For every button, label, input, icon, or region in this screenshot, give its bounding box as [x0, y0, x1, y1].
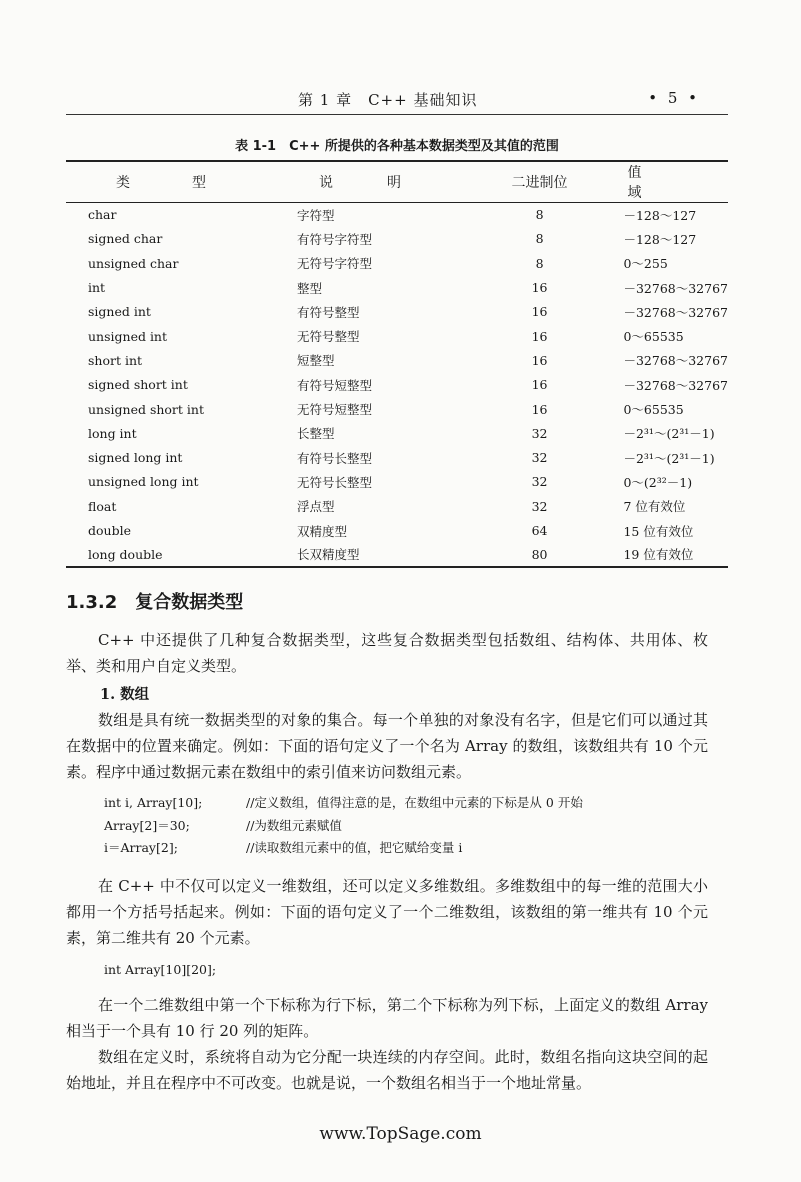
cell-description: 浮点型	[296, 499, 335, 515]
cell-type: signed short int	[88, 377, 188, 393]
table-row	[66, 300, 728, 324]
code-line: int i, Array[10]; //定义数组，值得注意的是，在数组中元素的下标是从 0 开始	[104, 795, 583, 810]
header-description: 说 明	[287, 161, 496, 203]
cell-type: signed char	[88, 231, 163, 247]
page-header	[66, 88, 728, 115]
cell-bits: 16	[531, 280, 548, 296]
cell-description: 长双精度型	[287, 543, 496, 567]
table-row	[66, 227, 728, 251]
cell-range: 7 位有效位	[623, 499, 686, 515]
multidim-paragraph: 在 C++ 中不仅可以定义一维数组，还可以定义多维数组。多维数组中的每一维的范围大小都用一个方括号括起来。例如：下面的语句定义了一个二维数组，该数组的第一维共有 10 个元素，第二维共有 20 个元素。	[66, 877, 708, 947]
cell-bits: 32	[531, 498, 548, 514]
table-row	[66, 324, 728, 348]
header-bits: 二进制位	[496, 161, 584, 203]
cell-description: 有符号长整型	[296, 450, 372, 466]
cell-type: unsigned char	[88, 255, 179, 271]
chapter-title: 第 1 章 C++ 基础知识	[298, 91, 478, 109]
cell-range: －2³¹～(2³¹－1)	[623, 426, 715, 442]
code-line: i＝Array[2]; //读取数组元素中的值，把它赋给变量 i	[104, 840, 463, 855]
cell-description: 双精度型	[296, 523, 347, 539]
table-row	[66, 251, 728, 275]
footer-url: www.TopSage.com	[319, 1124, 482, 1144]
cell-description: 整型	[296, 280, 322, 296]
cell-range: 0～65535	[623, 402, 684, 418]
array-paragraph: 数组是具有统一数据类型的对象的集合。每一个单独的对象没有名字，但是它们可以通过其在数据中的位置来确定。例如：下面的语句定义了一个名为 Array 的数组，该数组共有 10 个元素。程序中通过数据元素在数组中的索引值来访问数组元素。	[66, 711, 708, 781]
cell-bits: 8	[535, 207, 544, 223]
cell-range: －128～127	[623, 207, 697, 223]
cell-type: long double	[66, 543, 287, 567]
cell-bits: 32	[531, 474, 548, 490]
cell-type: char	[88, 207, 117, 223]
cell-type: double	[88, 523, 131, 538]
table-row	[66, 470, 728, 494]
cell-bits: 16	[531, 328, 548, 344]
cell-bits: 8	[535, 255, 544, 271]
cell-description: 有符号短整型	[296, 377, 372, 393]
table-row	[66, 203, 728, 227]
cell-range: －32768～32767	[623, 280, 728, 296]
code-block-1	[104, 792, 583, 860]
cell-description: 短整型	[296, 353, 335, 369]
table-row	[66, 494, 728, 518]
table-row	[66, 348, 728, 372]
code-line: Array[2]＝30; //为数组元素赋值	[104, 817, 342, 833]
cell-description: 无符号字符型	[296, 256, 372, 272]
cell-range: －32768～32767	[623, 377, 728, 393]
header-type: 类 型	[66, 161, 287, 203]
subsection-title: 1. 数组	[100, 686, 150, 703]
matrix-paragraph: 在一个二维数组中第一个下标称为行下标，第二个下标称为列下标，上面定义的数组 Array 相当于一个具有 10 行 20 列的矩阵。	[66, 996, 708, 1040]
table-row	[66, 421, 728, 445]
intro-paragraph: C++ 中还提供了几种复合数据类型，这些复合数据类型包括数组、结构体、共用体、枚举、类和用户自定义类型。	[66, 631, 708, 675]
data-types-table	[66, 160, 728, 568]
table-row	[66, 543, 728, 567]
cell-bits: 64	[531, 523, 548, 538]
cell-bits: 32	[531, 450, 548, 466]
cell-range: －128～127	[623, 231, 697, 247]
memory-paragraph: 数组在定义时，系统将自动为它分配一块连续的内存空间。此时，数组名指向这块空间的起始地址，并且在程序中不可改变。也就是说，一个数组名相当于一个地址常量。	[66, 1048, 708, 1092]
cell-description: 无符号整型	[296, 329, 360, 345]
cell-bits: 16	[531, 401, 548, 417]
cell-range: －2³¹～(2³¹－1)	[623, 450, 715, 466]
table-row	[66, 518, 728, 542]
cell-description: 有符号整型	[296, 304, 360, 320]
section-title: 1.3.2 复合数据类型	[66, 592, 244, 613]
cell-bits: 8	[535, 231, 544, 247]
cell-description: 无符号长整型	[296, 474, 372, 490]
code-block-2: int Array[10][20];	[104, 962, 217, 977]
table-row	[66, 397, 728, 421]
cell-description: 长整型	[296, 426, 335, 442]
cell-bits: 32	[531, 425, 548, 441]
cell-bits: 16	[531, 304, 548, 320]
cell-type: long int	[88, 425, 137, 441]
cell-type: unsigned int	[88, 328, 168, 344]
cell-range: 19 位有效位	[583, 543, 728, 567]
cell-range: 0～65535	[623, 329, 684, 345]
cell-bits: 16	[531, 377, 548, 393]
cell-type: short int	[88, 352, 143, 368]
cell-description: 有符号字符型	[296, 231, 372, 247]
table-header-row	[66, 161, 728, 203]
cell-type: signed int	[88, 304, 151, 320]
page-number: • 5 •	[648, 89, 700, 107]
table-row	[66, 275, 728, 299]
cell-type: signed long int	[88, 450, 183, 466]
cell-range: 0～255	[623, 256, 668, 272]
cell-description: 字符型	[296, 207, 335, 223]
table-row	[66, 445, 728, 469]
cell-range: 0～(2³²－1)	[623, 474, 693, 490]
cell-description: 无符号短整型	[296, 402, 372, 418]
cell-type: float	[88, 498, 117, 514]
cell-type: int	[88, 280, 106, 296]
cell-range: －32768～32767	[623, 353, 728, 369]
cell-bits: 16	[531, 352, 548, 368]
cell-type: unsigned long int	[88, 474, 199, 490]
cell-bits: 80	[496, 543, 584, 567]
table-row	[66, 373, 728, 397]
cell-range: 15 位有效位	[623, 523, 694, 539]
table-caption: 表 1-1 C++ 所提供的各种基本数据类型及其值的范围	[235, 139, 559, 154]
cell-range: －32768～32767	[623, 304, 728, 320]
cell-type: unsigned short int	[88, 401, 204, 417]
header-range: 值 域	[583, 161, 728, 203]
